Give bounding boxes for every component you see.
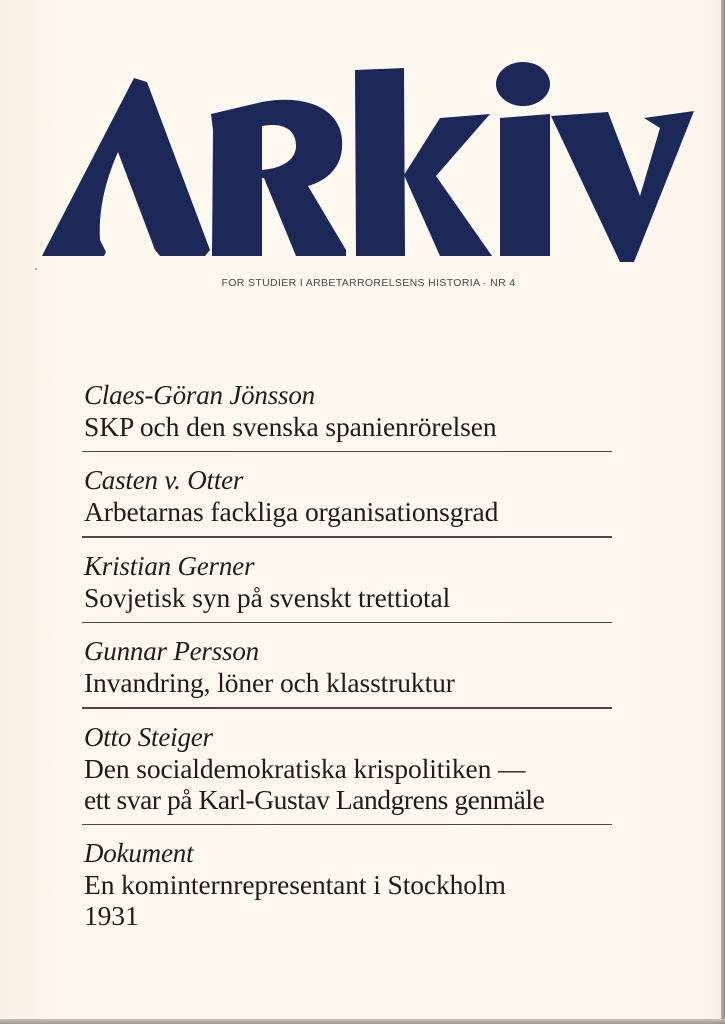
toc-entry bbox=[84, 465, 614, 527]
entry-author: Kristian Gerner bbox=[84, 550, 255, 581]
logo-letter-k bbox=[355, 68, 405, 256]
separator-rule bbox=[82, 622, 612, 623]
page-edge-right bbox=[721, 0, 725, 1024]
separator-rule bbox=[82, 536, 612, 537]
entry-author: Casten v. Otter bbox=[84, 465, 244, 496]
separator-rule bbox=[82, 824, 612, 825]
arkiv-logo bbox=[0, 0, 725, 270]
entry-title-continued: 1931 bbox=[84, 899, 139, 931]
entry-title-continued: ett svar på Karl-Gustav Landgrens genmäle bbox=[84, 783, 545, 815]
entry-title: Sovjetisk syn på svenskt trettiotal bbox=[84, 581, 451, 613]
masthead-subtitle bbox=[0, 277, 725, 289]
logo-letter-v bbox=[551, 111, 694, 262]
entry-title: Den socialdemokratiska krispolitiken — bbox=[84, 752, 526, 784]
toc-entry bbox=[84, 636, 614, 698]
logo-letter-r bbox=[211, 100, 346, 256]
separator-rule bbox=[82, 707, 612, 708]
toc-entry bbox=[84, 722, 614, 815]
entry-author: Claes-Göran Jönsson bbox=[84, 380, 315, 410]
subtitle-text: FOR STUDIER I ARBETARRORELSENS HISTORIA · NR 4 bbox=[221, 277, 516, 289]
page-edge-bottom bbox=[0, 1019, 725, 1024]
logo-letter-k-arms bbox=[404, 114, 492, 256]
masthead bbox=[0, 0, 725, 270]
entry-title: Invandring, löner och klasstruktur bbox=[84, 667, 455, 699]
speck bbox=[35, 268, 37, 270]
logo-letter-i-stem bbox=[500, 114, 550, 256]
separator-rule bbox=[82, 451, 612, 452]
entry-author: Dokument bbox=[84, 837, 194, 868]
logo-letter-a bbox=[42, 78, 210, 256]
entry-title: SKP och den svenska spanienrörelsen bbox=[84, 411, 497, 442]
entry-author: Otto Steiger bbox=[84, 721, 213, 752]
entry-title: En kominternrepresentant i Stockholm bbox=[84, 868, 506, 900]
table-of-contents bbox=[84, 380, 614, 931]
entry-title: Arbetarnas fackliga organisationsgrad bbox=[84, 496, 499, 528]
toc-entry bbox=[84, 380, 614, 442]
toc-entry bbox=[84, 551, 614, 613]
entry-author: Gunnar Persson bbox=[84, 636, 259, 667]
toc-entry bbox=[84, 838, 614, 931]
logo-letter-i-dot bbox=[496, 62, 550, 106]
